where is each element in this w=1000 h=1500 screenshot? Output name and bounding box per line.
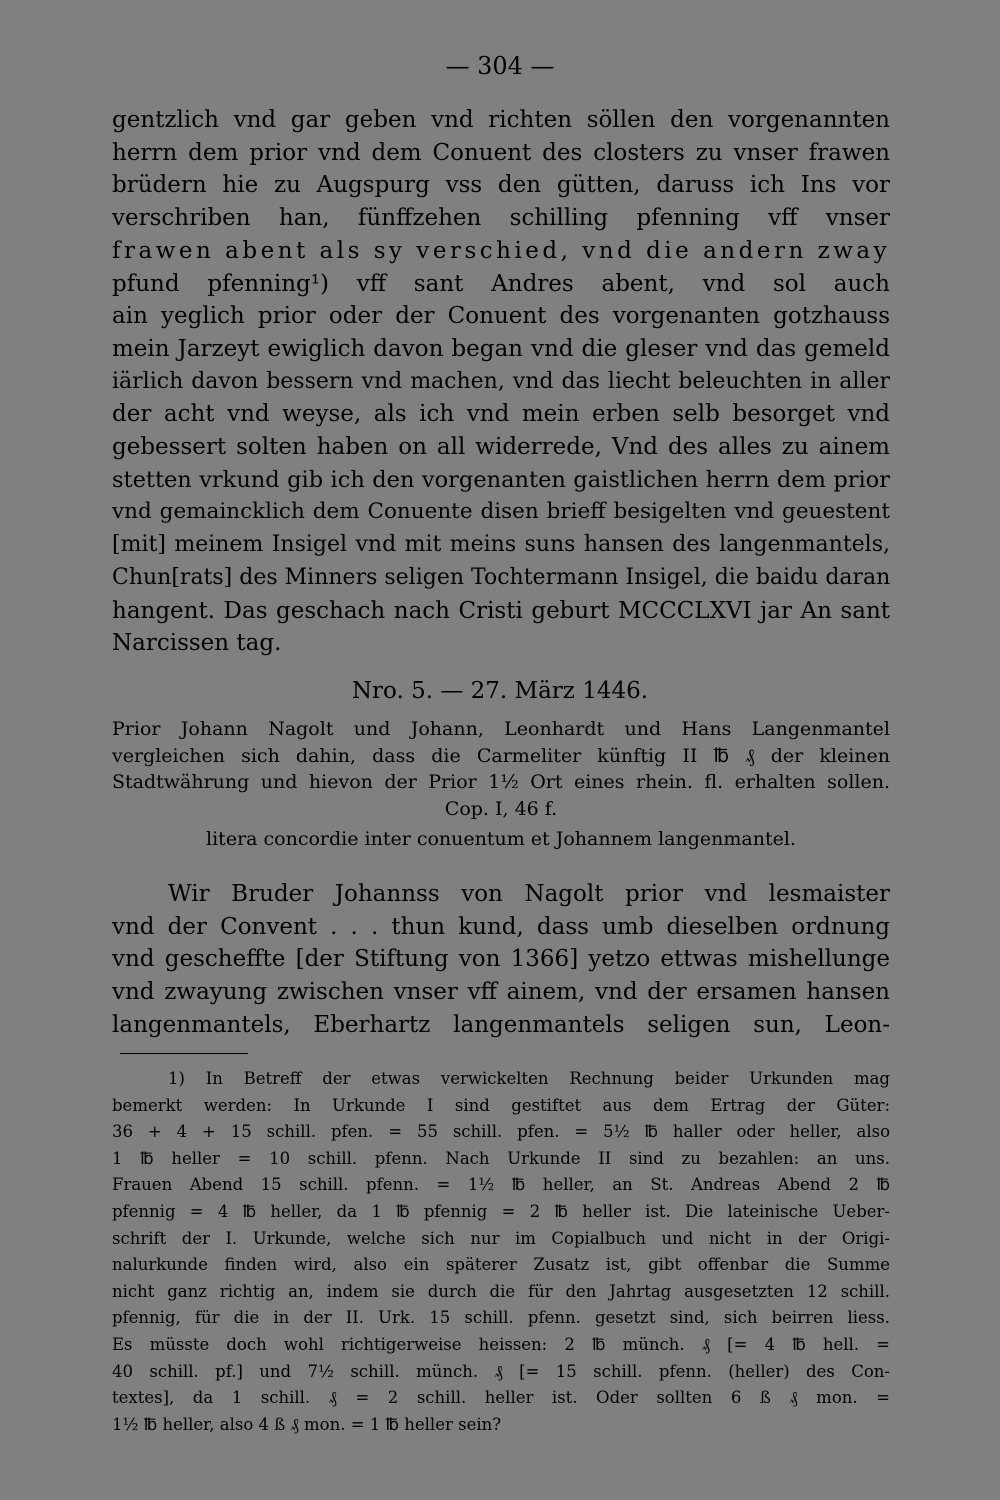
footnote-divider	[120, 1053, 248, 1054]
footnote-line: 40 schill. pf.] und 7½ schill. münch. ₰ [= 15 schill. pfenn. (heller) des Con-	[112, 1361, 890, 1381]
text-line: Narcissen tag.	[112, 630, 282, 657]
text-line: gentzlich vnd gar geben vnd richten söllen den vorgenannten	[112, 107, 890, 133]
text-line: vnd der Convent . . . thun kund, dass umb dieselben ordnung	[112, 913, 890, 940]
page-number: — 304 —	[445, 52, 555, 80]
text-line: iärlich davon bessern vnd machen, vnd das liecht beleuchten in aller	[112, 368, 890, 394]
text-line: [mit] meinem Insigel vnd mit meins suns hansen des langenmantels,	[112, 532, 890, 558]
text-line: pfund pfenning¹) vff sant Andres abent, vnd sol auch	[112, 270, 890, 297]
regest-line: Prior Johann Nagolt und Johann, Leonhardt und Hans Langenmantel	[112, 718, 890, 740]
text-line: mein Jarzeyt ewiglich davon began vnd die gleser vnd das gemeld	[112, 335, 890, 362]
text-line: vnd gescheffte [der Stiftung von 1366] yetzo ettwas mishellunge	[112, 946, 890, 973]
second-text	[112, 878, 890, 1042]
text-line: gebessert solten haben on all widerrede, Vnd des alles zu ainem	[112, 434, 890, 461]
text-line: Chun[rats] des Minners seligen Tochtermann Insigel, die baidu daran	[112, 564, 891, 590]
footnote-line: 1) In Betreff der etwas verwickelten Rechnung beider Urkunden mag	[168, 1069, 890, 1088]
text-line: der acht vnd weyse, als ich vnd mein erben selb besorget vnd	[112, 401, 890, 428]
latin-title: litera concordie inter conuentum et Johannem langenmantel.	[206, 828, 796, 850]
document-heading: Nro. 5. — 27. März 1446.	[351, 678, 649, 704]
footnote-line: 1 ℔ heller = 10 schill. pfenn. Nach Urkunde II sind zu bezahlen: an uns.	[112, 1148, 890, 1168]
footnote-line: nicht ganz richtig an, indem sie durch die für den Jahrtag ausgesetzten 12 schill.	[112, 1281, 890, 1301]
text-line: langenmantels, Eberhartz langenmantels seligen sun, Leon-	[112, 1011, 890, 1038]
footnote-line: bemerkt werden: In Urkunde I sind gestiftet aus dem Ertrag der Güter:	[112, 1095, 890, 1115]
footnote-line: Frauen Abend 15 schill. pfenn. = 1½ ℔ heller, an St. Andreas Abend 2 ℔	[112, 1175, 890, 1195]
footnote-line: 36 + 4 + 15 schill. pfen. = 55 schill. pfen. = 5½ ℔ haller oder heller, also	[112, 1122, 890, 1142]
text-line: brüdern hie zu Augspurg vss den gütten, daruss ich Ins vor	[112, 172, 890, 199]
footnote-line: Es müsste doch wohl richtigerweise heissen: 2 ℔ münch. ₰ [= 4 ℔ hell. =	[112, 1334, 890, 1354]
footnote-line: nalurkunde finden wird, also ein späterer Zusatz ist, gibt offenbar die Summe	[112, 1255, 890, 1275]
regest-line: Stadtwährung und hievon der Prior 1½ Ort eines rhein. fl. erhalten sollen.	[112, 771, 890, 793]
regest	[112, 716, 890, 853]
footnote-line: schrift der I. Urkunde, welche sich nur im Copialbuch und nicht in der Origi-	[112, 1228, 890, 1248]
text-line: frawen abent als sy verschied, vnd die andern zway	[112, 237, 891, 264]
footnote	[112, 1066, 890, 1438]
footnote-line: pfennig, für die in der II. Urk. 15 schill. pfenn. gesetzt sind, sich beirren liess.	[112, 1308, 890, 1328]
text-line: ain yeglich prior oder der Conuent des vorgenanten gotzhauss	[112, 303, 890, 330]
regest-line: vergleichen sich dahin, dass die Carmeliter künftig II ℔ ₰ der kleinen	[112, 744, 890, 767]
footnote-line: textes], da 1 schill. ₰ = 2 schill. heller ist. Oder sollten 6 ß ₰ mon. =	[112, 1388, 890, 1408]
text-line: stetten vrkund gib ich den vorgenanten gaistlichen herrn dem prior	[112, 466, 890, 493]
copy-reference: Cop. I, 46 f.	[444, 797, 558, 820]
text-line: verschriben han, fünffzehen schilling pfenning vff vnser	[112, 205, 890, 232]
text-line: herrn dem prior vnd dem Conuent des closters zu vnser frawen	[112, 139, 890, 166]
text-line: vnd zwayung zwischen vnser vff ainem, vnd der ersamen hansen	[112, 979, 890, 1006]
text-line: hangent. Das geschach nach Cristi geburt MCCCLXVI jar An sant	[112, 597, 890, 624]
footnote-line: 1½ ℔ heller, also 4 ß ₰ mon. = 1 ℔ heller sein?	[112, 1414, 502, 1434]
text-line: vnd gemaincklich dem Conuente disen brieff besigelten vnd geuestent	[112, 499, 890, 525]
text-line: Wir Bruder Johannss von Nagolt prior vnd lesmaister	[168, 881, 890, 907]
footnote-line: pfennig = 4 ℔ heller, da 1 ℔ pfennig = 2 ℔ heller ist. Die lateinische Ueber-	[112, 1201, 890, 1221]
main-text	[112, 104, 890, 660]
